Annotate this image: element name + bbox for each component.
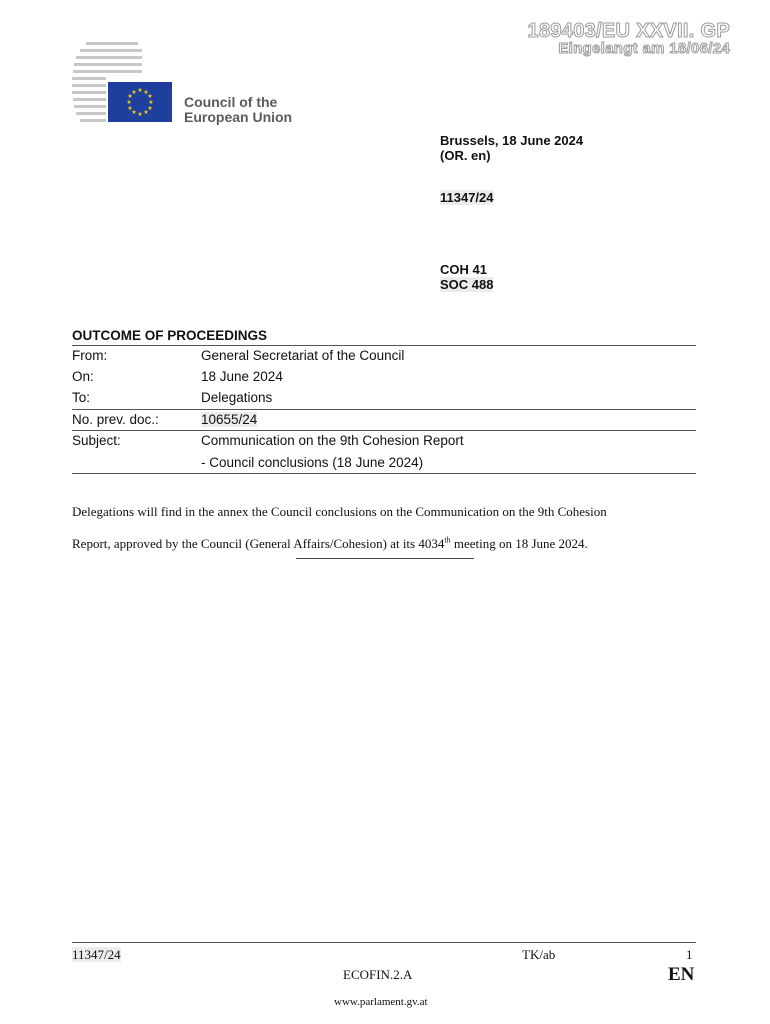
on-value: 18 June 2024	[201, 369, 283, 384]
to-label: To:	[72, 390, 91, 405]
to-row	[72, 390, 696, 411]
footer-page: 1	[686, 947, 693, 962]
original-language: (OR. en)	[440, 148, 491, 163]
svg-text:★: ★	[147, 93, 153, 100]
body-line2-pre: Report, approved by the Council (General Affairs/Cohesion) at its 4034	[72, 536, 445, 551]
place-date: Brussels, 18 June 2024	[440, 133, 584, 148]
svg-text:★: ★	[143, 89, 149, 96]
document-number-text: 11347/24	[440, 190, 494, 205]
body-line2-post: meeting on 18 June 2024.	[450, 536, 588, 551]
from-label: From:	[72, 348, 108, 363]
svg-text:★: ★	[137, 87, 143, 94]
on-row	[72, 369, 696, 390]
council-logo-icon	[72, 40, 176, 124]
document-number	[440, 190, 494, 205]
divider	[72, 473, 696, 474]
footer-language: EN	[668, 964, 695, 985]
svg-text:★: ★	[148, 99, 154, 106]
from-value: General Secretariat of the Council	[201, 348, 405, 363]
body-line1: Delegations will find in the annex the Council conclusions on the Communication on the 9th Cohesion	[72, 504, 607, 519]
subject-line1: Communication on the 9th Cohesion Report	[201, 433, 464, 448]
prev-doc-label: No. prev. doc.:	[72, 412, 159, 427]
subject-label: Subject:	[72, 433, 121, 448]
body-paragraph	[72, 496, 702, 560]
divider	[72, 430, 696, 431]
svg-text:★: ★	[147, 105, 153, 112]
footer-doc-number	[72, 947, 121, 963]
divider	[72, 345, 696, 346]
reception-stamp-line2: Eingelangt am 18/06/24	[558, 40, 730, 57]
svg-text:★: ★	[131, 89, 137, 96]
code-soc	[440, 277, 493, 292]
subject-row	[72, 433, 696, 454]
svg-text:★: ★	[126, 99, 132, 106]
reception-stamp-line1: 189403/EU XXVII. GP	[527, 20, 730, 42]
code-soc-text: SOC 488	[440, 277, 494, 292]
footer-unit: ECOFIN.2.A	[343, 967, 413, 982]
footer-doc-number-text: 11347/24	[72, 947, 121, 962]
code-coh: COH 41	[440, 262, 487, 277]
svg-text:★: ★	[131, 109, 137, 116]
on-label: On:	[72, 369, 94, 384]
footer-url[interactable]: www.parlament.gv.at	[334, 996, 428, 1008]
body-line2-sup: th	[444, 535, 451, 545]
footer-divider	[72, 942, 696, 943]
organisation-name-line2: European Union	[184, 109, 293, 125]
body-line2	[72, 528, 702, 560]
divider	[72, 409, 696, 410]
organisation-name-line1: Council of the	[184, 94, 278, 110]
svg-text:★: ★	[143, 109, 149, 116]
organisation-name	[184, 95, 292, 125]
outcome-title: OUTCOME OF PROCEEDINGS	[72, 328, 268, 343]
subject-line2: - Council conclusions (18 June 2024)	[201, 455, 424, 470]
svg-text:★: ★	[127, 105, 133, 112]
from-row	[72, 348, 696, 369]
end-rule	[296, 558, 474, 559]
footer-initials: TK/ab	[522, 947, 556, 962]
svg-text:★: ★	[127, 93, 133, 100]
svg-text:★: ★	[137, 111, 143, 118]
to-value: Delegations	[201, 390, 273, 405]
prev-doc-value: 10655/24	[201, 412, 258, 427]
